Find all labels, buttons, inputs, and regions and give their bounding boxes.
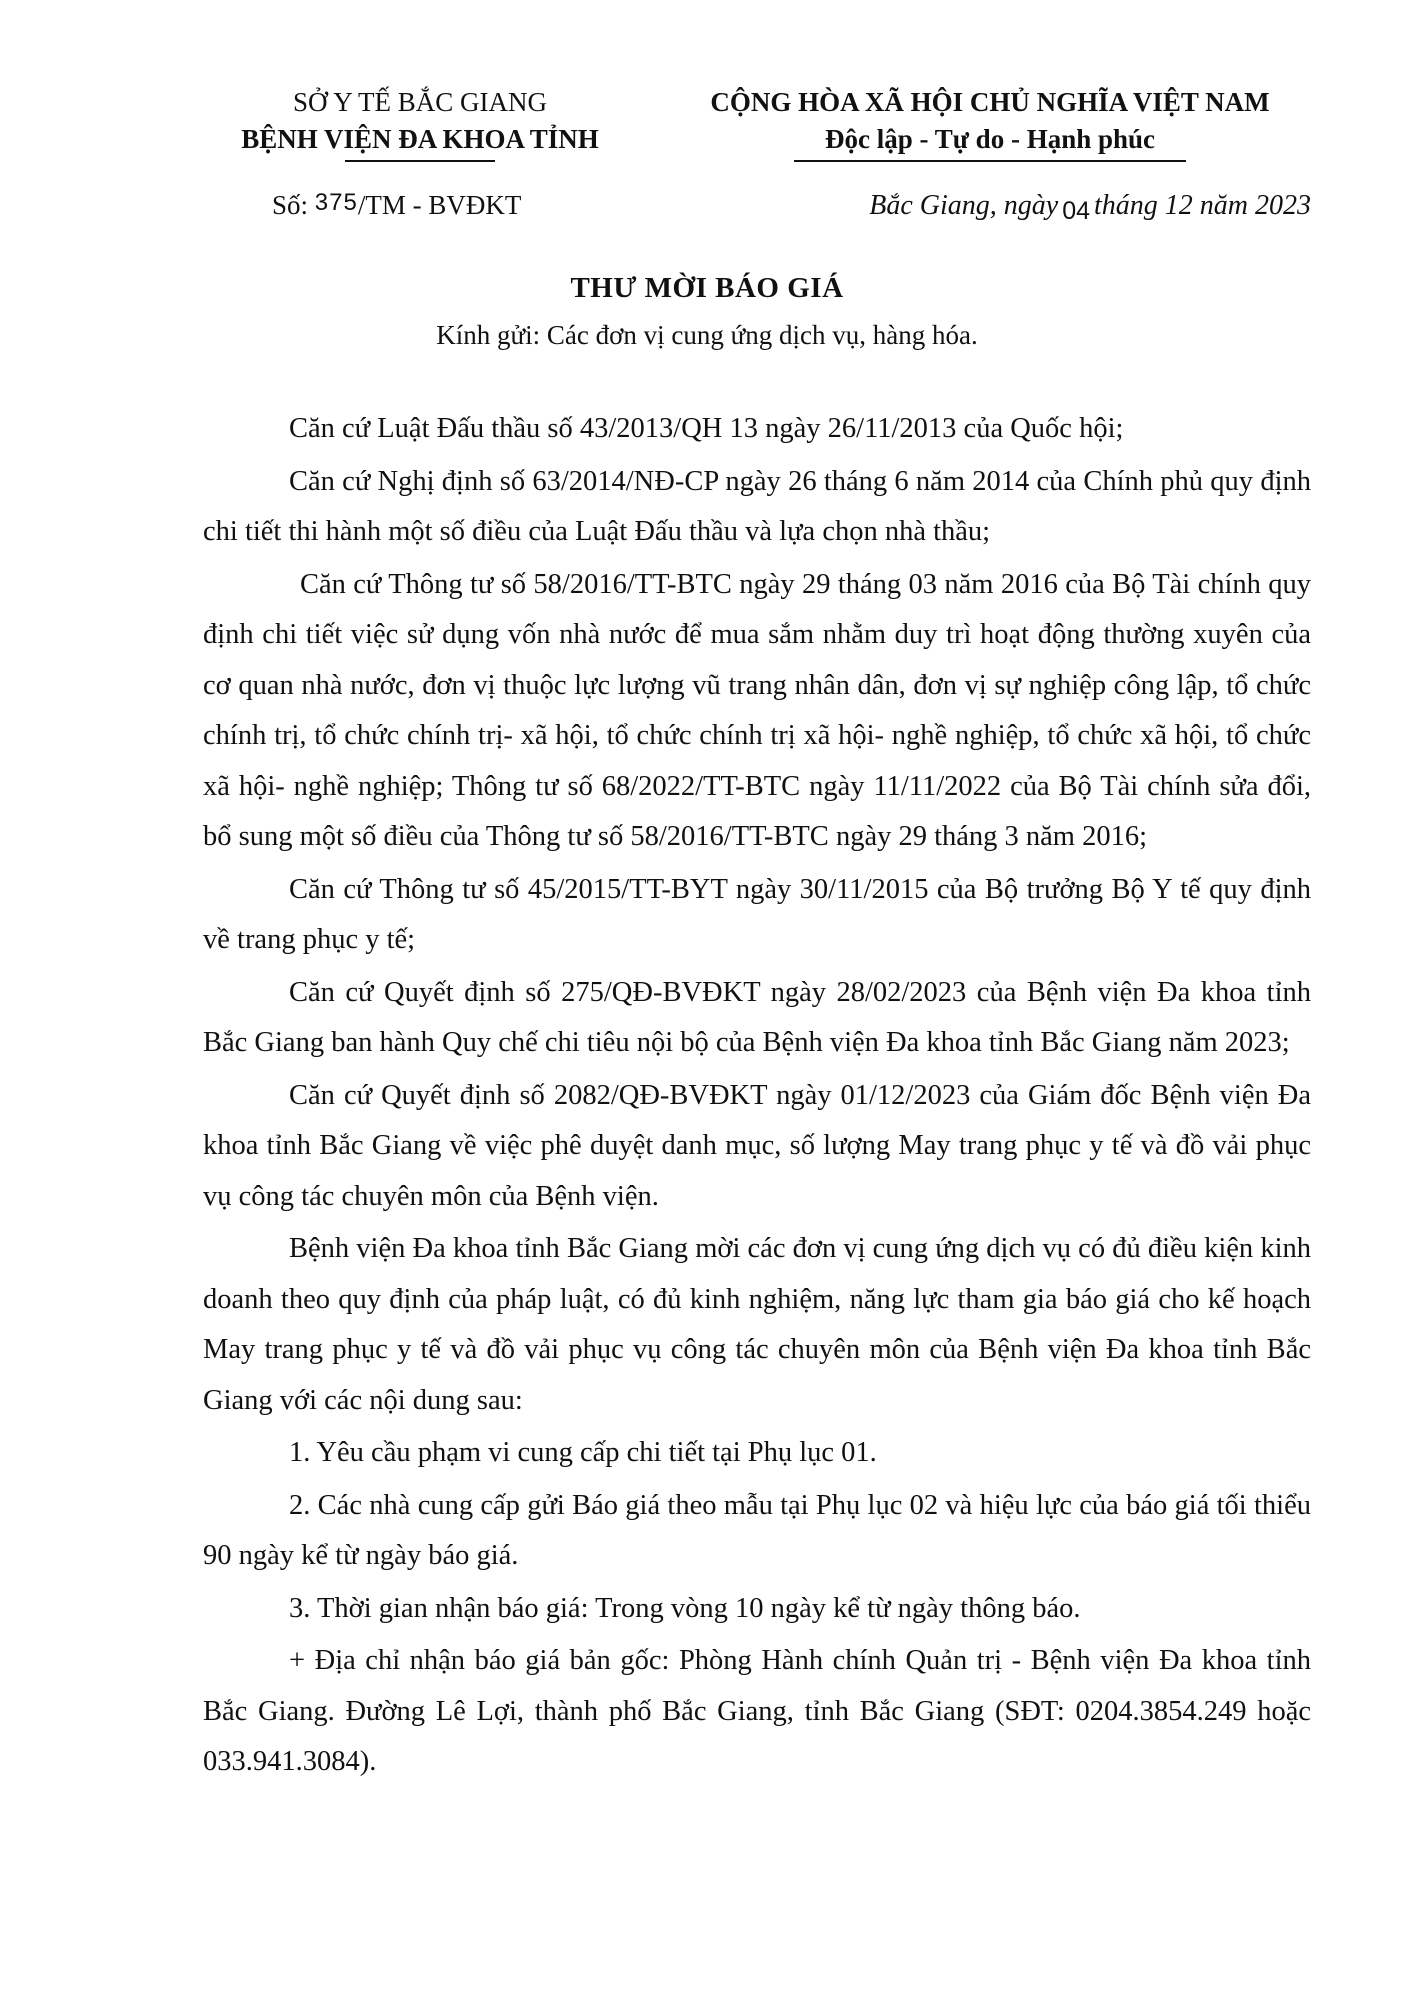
motto-underline bbox=[794, 160, 1186, 162]
number-value: 375 bbox=[314, 189, 358, 216]
hospital-name: BỆNH VIỆN ĐA KHOA TỈNH bbox=[241, 124, 599, 154]
paragraph-legal-basis-1: Căn cứ Luật Đấu thầu số 43/2013/QH 13 ngày 26/11/2013 của Quốc hội; bbox=[289, 413, 1124, 444]
paragraph-item-1: 1. Yêu cầu phạm vi cung cấp chi tiết tại Phụ lục 01. bbox=[289, 1437, 877, 1468]
national-motto bbox=[670, 84, 1310, 162]
date-prefix: Bắc Giang, ngày bbox=[869, 190, 1059, 221]
department-name: SỞ Y TẾ BẮC GIANG bbox=[292, 87, 547, 117]
issue-date bbox=[869, 190, 1311, 225]
document-body bbox=[203, 404, 1311, 1790]
paragraph-address: + Địa chỉ nhận báo giá bản gốc: Phòng Hành chính Quản trị - Bệnh viện Đa khoa tỉnh Bắc Giang. Đường Lê Lợi, thành phố Bắc Giang, tỉnh Bắc Giang (SĐT: 0204.3854.249 hoặc 033.941.3084). bbox=[203, 1645, 1311, 1777]
paragraph-invitation: Bệnh viện Đa khoa tỉnh Bắc Giang mời các đơn vị cung ứng dịch vụ có đủ điều kiện kinh doanh theo quy định của pháp luật, có đủ kinh nghiệm, năng lực tham gia báo giá cho kế hoạch May trang phục y tế và đồ vải phục vụ công tác chuyên môn của Bệnh viện Đa khoa tỉnh Bắc Giang với các nội dung sau: bbox=[203, 1233, 1311, 1416]
paragraph-legal-basis-3: Căn cứ Thông tư số 58/2016/TT-BTC ngày 29 tháng 03 năm 2016 của Bộ Tài chính quy định chi tiết việc sử dụng vốn nhà nước để mua sắm nhằm duy trì hoạt động thường xuyên của cơ quan nhà nước, đơn vị thuộc lực lượng vũ trang nhân dân, đơn vị sự nghiệp công lập, tổ chức chính trị, tổ chức chính trị- xã hội, tổ chức chính trị xã hội- nghề nghiệp, tổ chức xã hội, tổ chức xã hội- nghề nghiệp; Thông tư số 68/2022/TT-BTC ngày 11/11/2022 của Bộ Tài chính sửa đổi, bổ sung một số điều của Thông tư số 58/2016/TT-BTC ngày 29 tháng 3 năm 2016; bbox=[203, 568, 1311, 852]
country-name: CỘNG HÒA XÃ HỘI CHỦ NGHĨA VIỆT NAM bbox=[710, 87, 1270, 117]
date-rest: tháng 12 năm 2023 bbox=[1094, 190, 1311, 221]
paragraph-legal-basis-5: Căn cứ Quyết định số 275/QĐ-BVĐKT ngày 28/02/2023 của Bệnh viện Đa khoa tỉnh Bắc Giang ban hành Quy chế chi tiêu nội bộ của Bệnh viện Đa khoa tỉnh Bắc Giang năm 2023; bbox=[203, 976, 1311, 1058]
date-day: 04 bbox=[1062, 197, 1090, 225]
org-underline bbox=[345, 160, 495, 162]
motto: Độc lập - Tự do - Hạnh phúc bbox=[824, 124, 1156, 154]
number-prefix: Số: bbox=[272, 190, 309, 220]
paragraph-item-2: 2. Các nhà cung cấp gửi Báo giá theo mẫu tại Phụ lục 02 và hiệu lực của báo giá tối thiểu 90 ngày kể từ ngày báo giá. bbox=[203, 1489, 1311, 1571]
paragraph-legal-basis-4: Căn cứ Thông tư số 45/2015/TT-BYT ngày 30/11/2015 của Bộ trưởng Bộ Y tế quy định về trang phục y tế; bbox=[203, 873, 1311, 955]
paragraph-item-3: 3. Thời gian nhận báo giá: Trong vòng 10 ngày kể từ ngày thông báo. bbox=[289, 1592, 1081, 1624]
paragraph-legal-basis-2: Căn cứ Nghị định số 63/2014/NĐ-CP ngày 26 tháng 6 năm 2014 của Chính phủ quy định chi tiết thi hành một số điều của Luật Đấu thầu và lựa chọn nhà thầu; bbox=[203, 465, 1311, 547]
document-number bbox=[272, 190, 521, 221]
paragraph-legal-basis-6: Căn cứ Quyết định số 2082/QĐ-BVĐKT ngày 01/12/2023 của Giám đốc Bệnh viện Đa khoa tỉnh Bắc Giang về việc phê duyệt danh mục, số lượng May trang phục y tế và đồ vải phục vụ công tác chuyên môn của Bệnh viện. bbox=[203, 1079, 1311, 1212]
recipient-line: Kính gửi: Các đơn vị cung ứng dịch vụ, hàng hóa. bbox=[436, 320, 978, 350]
document-title: THƯ MỜI BÁO GIÁ bbox=[570, 272, 844, 304]
issuing-organization bbox=[190, 84, 650, 162]
number-suffix: /TM - BVĐKT bbox=[357, 190, 522, 220]
